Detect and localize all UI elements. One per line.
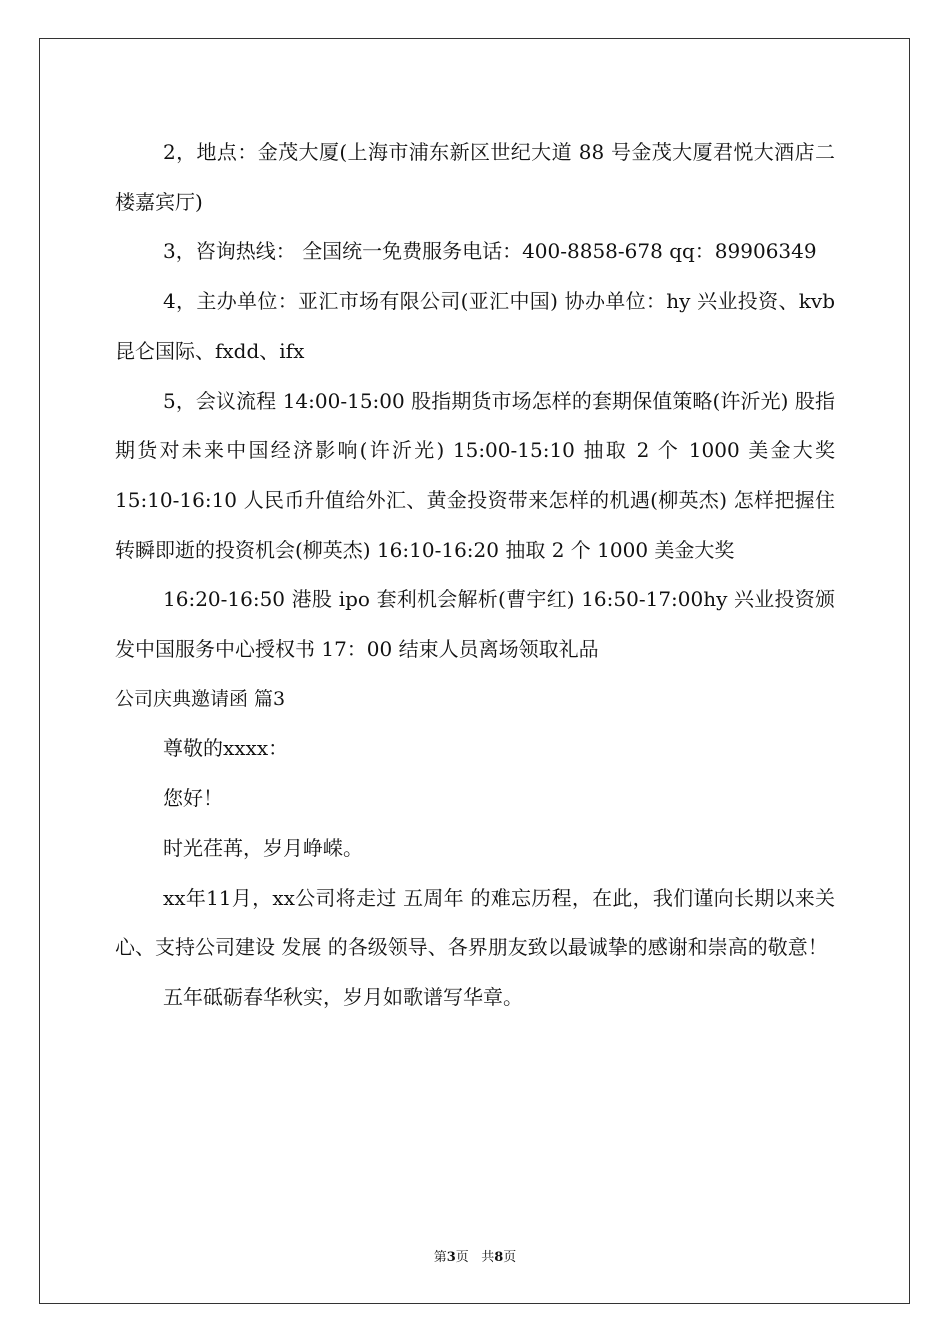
footer-mid: 页 共 bbox=[455, 1250, 495, 1265]
footer-page-current: 3 bbox=[446, 1250, 456, 1265]
paragraph-agenda: 5，会议流程 14:00-15:00 股指期货市场怎样的套期保值策略(许沂光) 股指期货对未来中国经济影响(许沂光) 15:00-15:10 抽取 2 个 1000 美金大奖 15:10-16:10 人民币升值给外汇、黄金投资带来怎样的机遇(柳英杰) 怎样把握住转瞬即逝的投资机会(柳英杰) 16:10-16:20 抽取 2 个 1000 美金大奖 bbox=[115, 388, 835, 562]
footer-prefix: 第 bbox=[433, 1250, 447, 1265]
letter-greeting: 您好！ bbox=[163, 786, 223, 811]
letter-closing-line: 五年砥砺春华秋实，岁月如歌谱写华章。 bbox=[163, 984, 523, 1009]
letter-line: 时光荏苒，岁月峥嵘。 bbox=[163, 835, 363, 860]
paragraph-hotline: 3，咨询热线： 全国统一免费服务电话：400-8858-678 qq：89906349 bbox=[163, 239, 817, 264]
paragraph-agenda-continued: 16:20-16:50 港股 ipo 套利机会解析(曹宇红) 16:50-17:00hy 兴业投资颁发中国服务中心授权书 17：00 结束人员离场领取礼品 bbox=[115, 587, 835, 662]
page-footer bbox=[0, 1246, 950, 1265]
letter-salutation: 尊敬的xxxx： bbox=[163, 736, 289, 761]
paragraph-organizers: 4，主办单位：亚汇市场有限公司(亚汇中国) 协办单位：hy 兴业投资、kvb 昆仑国际、fxdd、ifx bbox=[115, 289, 835, 363]
section-title: 公司庆典邀请函 篇3 bbox=[115, 687, 286, 710]
document-body bbox=[115, 128, 835, 1023]
footer-page-total: 8 bbox=[494, 1250, 504, 1265]
footer-suffix: 页 bbox=[503, 1250, 517, 1265]
paragraph-location: 2，地点：金茂大厦(上海市浦东新区世纪大道 88 号金茂大厦君悦大酒店二楼嘉宾厅) bbox=[115, 140, 835, 214]
letter-body: xx年11月，xx公司将走过 五周年 的难忘历程，在此，我们谨向长期以来关心、支持公司建设 发展 的各级领导、各界朋友致以最诚挚的感谢和崇高的敬意！ bbox=[115, 885, 835, 960]
